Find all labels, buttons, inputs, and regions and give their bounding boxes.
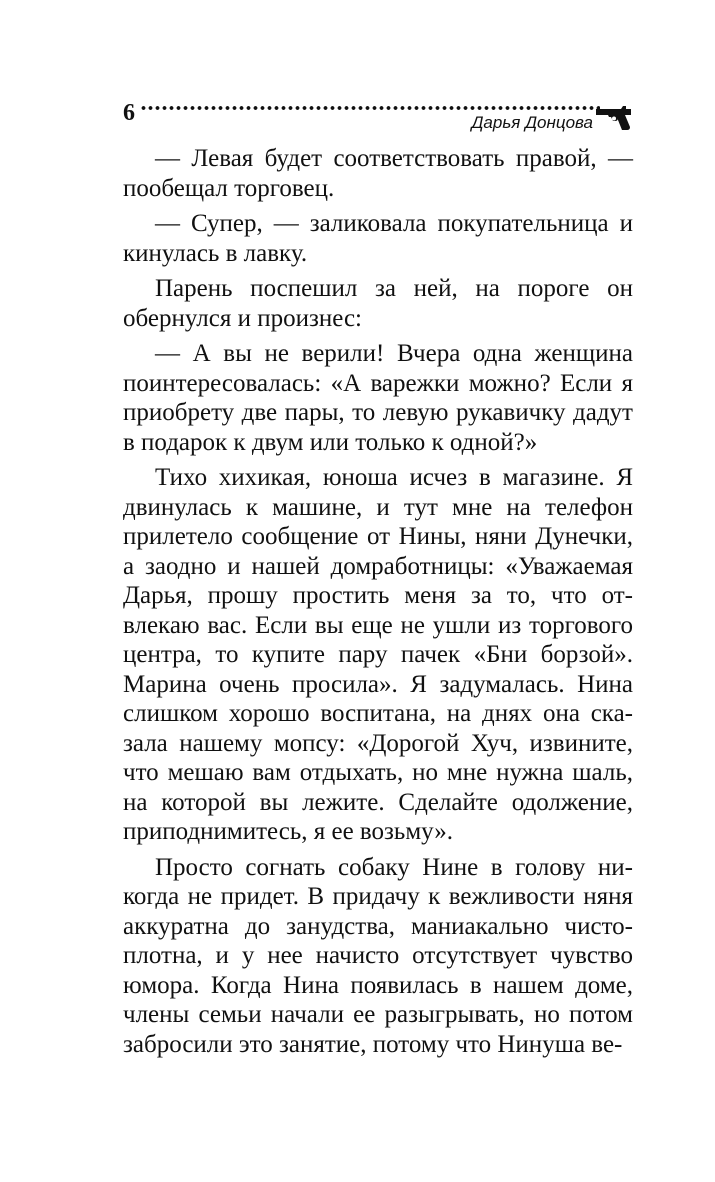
revolver-icon (594, 101, 634, 131)
book-text (123, 144, 633, 1065)
paragraph: Тихо хихикая, юноша исчез в магазине. Я двинулась к машине, и тут мне на телефон прилетело сообщение от Нины, няни Дунечки, а заодно и нашей домработницы: «Уважаемая Дарья, прошу простить меня за то, что отвлекаю вас. Если вы еще не ушли из торгового центра, то купите пару пачек «Бни борзой». Марина очень просила». Я задумалась. Нина слишком хорошо воспитана, на днях она сказала нашему мопсу: «Дорогой Хуч, извините, что мешаю вам отдыхать, но мне нужна шаль, на которой вы лежите. Сделайте одолжение, приподнимитесь, я ее возьму». (123, 464, 633, 845)
paragraph: — Левая будет соответствовать правой, — пообещал торговец. (123, 145, 633, 202)
dotted-rule (140, 105, 600, 111)
running-header (0, 0, 715, 140)
paragraph: — А вы не верили! Вчера одна женщина поинтересовалась: «А варежки можно? Если я приобрету две пары, то левую рукавичку дадут в подарок к двум или только к одной?» (123, 340, 633, 456)
author-name: Дарья Донцова (471, 113, 593, 132)
page-number: 6 (123, 100, 135, 126)
paragraph: Просто согнать собаку Нине в голову никогда не придет. В придачу к вежливости няня аккуратна до занудства, маниакально чистоплотна, и у нее начисто отсутствует чувство юмора. Когда Нина появилась в нашем доме, члены семьи начали ее разыгрывать, но потом забросили это занятие, потому что Нинуша ве- (123, 853, 633, 1058)
paragraph: — Супер, — заликовала покупательница и кинулась в лавку. (123, 210, 633, 267)
paragraph: Парень поспешил за ней, на пороге он обернулся и произнес: (123, 275, 633, 332)
